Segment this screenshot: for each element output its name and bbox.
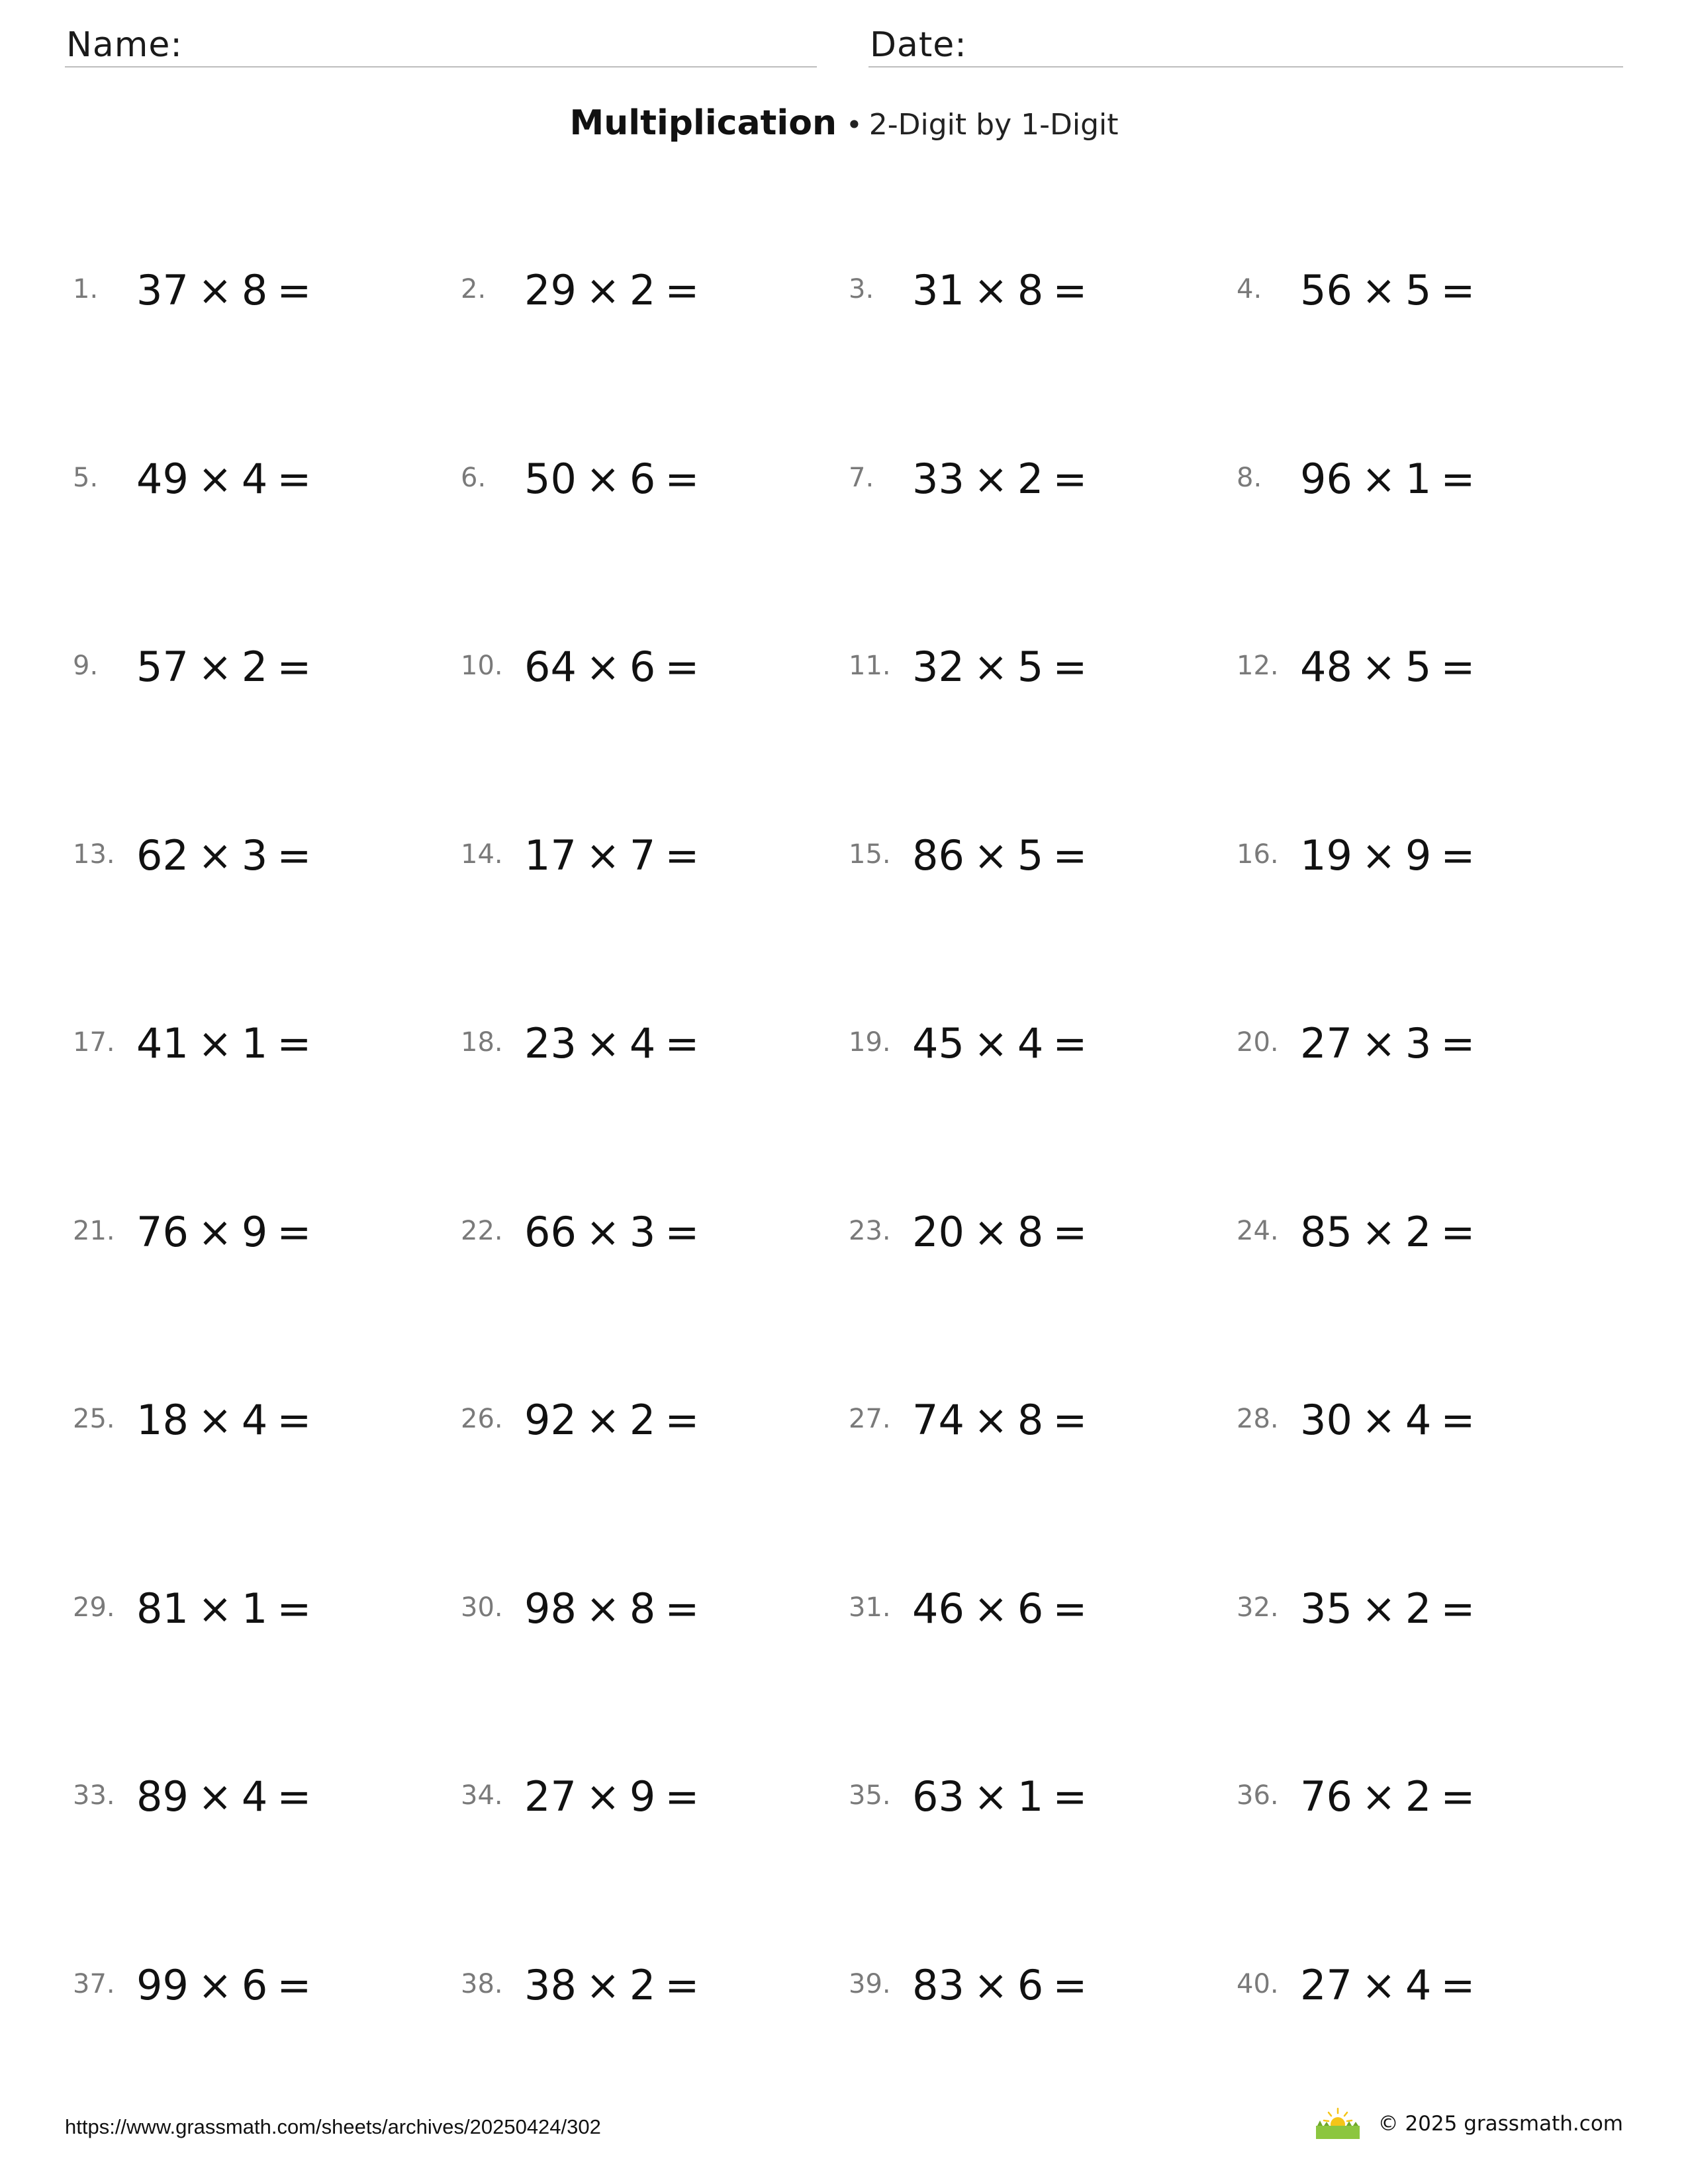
problem-item [461, 431, 849, 619]
title-subtitle: 2-Digit by 1-Digit [868, 108, 1119, 142]
name-label: Name: [66, 25, 183, 65]
equals-sign: = [665, 1584, 700, 1633]
multiplier: 4 [629, 1019, 656, 1068]
times-sign: × [1361, 454, 1396, 503]
problem-number: 36. [1237, 1780, 1279, 1811]
multiplicand: 32 [912, 643, 964, 691]
equals-sign: = [277, 1772, 312, 1821]
problem-item [849, 1561, 1237, 1749]
multiplier: 6 [629, 643, 656, 691]
problem-number: 26. [461, 1404, 503, 1434]
times-sign: × [973, 1772, 1008, 1821]
multiplicand: 50 [524, 454, 577, 503]
multiplier: 7 [629, 831, 656, 880]
problem-expression [524, 1772, 699, 1821]
multiplier: 2 [629, 266, 656, 314]
multiplicand: 66 [524, 1207, 577, 1256]
multiplier: 8 [629, 1584, 656, 1633]
problem-expression [136, 1396, 311, 1444]
problem-expression [912, 643, 1087, 691]
equals-sign: = [277, 643, 312, 691]
times-sign: × [973, 1396, 1008, 1444]
multiplicand: 20 [912, 1207, 964, 1256]
multiplicand: 17 [524, 831, 577, 880]
problem-item [1237, 1561, 1624, 1749]
multiplier: 5 [1017, 831, 1044, 880]
problem-expression [1300, 1772, 1475, 1821]
multiplier: 6 [1017, 1960, 1044, 2009]
problem-item [849, 1937, 1237, 2126]
multiplicand: 45 [912, 1019, 964, 1068]
equals-sign: = [1440, 1772, 1476, 1821]
problem-expression [912, 455, 1087, 503]
problem-expression [1300, 1019, 1475, 1068]
problem-item [461, 1749, 849, 1937]
equals-sign: = [1053, 266, 1088, 314]
times-sign: × [197, 1396, 232, 1444]
footer-url: https://www.grassmath.com/sheets/archives/20250424/302 [65, 2115, 601, 2138]
equals-sign: = [277, 1207, 312, 1256]
problem-number: 38. [461, 1968, 503, 1999]
times-sign: × [585, 1772, 620, 1821]
problem-number: 8. [1237, 462, 1262, 493]
problem-expression [136, 455, 311, 503]
multiplier: 1 [241, 1019, 268, 1068]
problem-number: 33. [73, 1780, 115, 1811]
times-sign: × [585, 1207, 620, 1256]
equals-sign: = [1053, 643, 1088, 691]
problem-expression [524, 455, 699, 503]
multiplicand: 92 [524, 1396, 577, 1444]
problem-expression [524, 1584, 699, 1633]
problem-item [461, 807, 849, 996]
problem-number: 32. [1237, 1592, 1279, 1623]
problem-item [73, 995, 461, 1184]
problem-expression [912, 1961, 1087, 2009]
problem-item [73, 1184, 461, 1373]
multiplier: 2 [1405, 1584, 1432, 1633]
times-sign: × [197, 643, 232, 691]
multiplier: 9 [629, 1772, 656, 1821]
problem-number: 16. [1237, 839, 1279, 870]
problem-number: 22. [461, 1215, 503, 1246]
problem-expression [136, 643, 311, 691]
multiplier: 6 [241, 1960, 268, 2009]
problem-expression [912, 1019, 1087, 1068]
problem-expression [524, 1019, 699, 1068]
problem-number: 34. [461, 1780, 503, 1811]
problem-number: 40. [1237, 1968, 1279, 1999]
times-sign: × [585, 831, 620, 880]
equals-sign: = [277, 454, 312, 503]
times-sign: × [197, 1019, 232, 1068]
multiplier: 9 [1405, 831, 1432, 880]
multiplier: 8 [1017, 266, 1044, 314]
problem-number: 9. [73, 651, 99, 681]
problem-number: 37. [73, 1968, 115, 1999]
multiplicand: 35 [1300, 1584, 1352, 1633]
times-sign: × [973, 1207, 1008, 1256]
multiplier: 2 [629, 1960, 656, 2009]
multiplier: 6 [629, 454, 656, 503]
problem-number: 5. [73, 462, 99, 493]
problem-item [1237, 807, 1624, 996]
problem-expression [912, 1208, 1087, 1256]
times-sign: × [197, 454, 232, 503]
times-sign: × [1361, 1019, 1396, 1068]
equals-sign: = [665, 643, 700, 691]
times-sign: × [197, 831, 232, 880]
problem-item [849, 1749, 1237, 1937]
equals-sign: = [665, 454, 700, 503]
multiplier: 2 [629, 1396, 656, 1444]
times-sign: × [1361, 1960, 1396, 2009]
multiplicand: 81 [136, 1584, 189, 1633]
equals-sign: = [1053, 831, 1088, 880]
times-sign: × [585, 1396, 620, 1444]
equals-sign: = [1440, 1960, 1476, 2009]
title-main: Multiplication [569, 103, 837, 143]
equals-sign: = [1440, 1019, 1476, 1068]
multiplier: 4 [241, 1772, 268, 1821]
problem-number: 12. [1237, 651, 1279, 681]
problem-expression [524, 1961, 699, 2009]
problem-expression [1300, 1396, 1475, 1444]
times-sign: × [197, 1960, 232, 2009]
times-sign: × [197, 266, 232, 314]
multiplier: 4 [241, 454, 268, 503]
equals-sign: = [1053, 1396, 1088, 1444]
problem-item [461, 995, 849, 1184]
times-sign: × [973, 1960, 1008, 2009]
multiplicand: 37 [136, 266, 189, 314]
times-sign: × [585, 643, 620, 691]
multiplicand: 49 [136, 454, 189, 503]
multiplicand: 63 [912, 1772, 964, 1821]
problem-item [849, 1184, 1237, 1373]
problem-item [73, 807, 461, 996]
equals-sign: = [277, 266, 312, 314]
multiplicand: 30 [1300, 1396, 1352, 1444]
multiplicand: 98 [524, 1584, 577, 1633]
problem-item [461, 1937, 849, 2126]
multiplier: 4 [1017, 1019, 1044, 1068]
multiplier: 3 [629, 1207, 656, 1256]
problem-number: 24. [1237, 1215, 1279, 1246]
problem-number: 39. [849, 1968, 891, 1999]
multiplicand: 99 [136, 1960, 189, 2009]
equals-sign: = [665, 1207, 700, 1256]
problem-expression [912, 1396, 1087, 1444]
problem-expression [524, 266, 699, 314]
problem-item [849, 995, 1237, 1184]
equals-sign: = [1440, 1396, 1476, 1444]
equals-sign: = [277, 1584, 312, 1633]
problem-number: 35. [849, 1780, 891, 1811]
problem-number: 20. [1237, 1027, 1279, 1058]
multiplicand: 89 [136, 1772, 189, 1821]
multiplier: 1 [1017, 1772, 1044, 1821]
multiplicand: 85 [1300, 1207, 1352, 1256]
times-sign: × [1361, 643, 1396, 691]
problem-number: 1. [73, 274, 99, 304]
problem-expression [1300, 1961, 1475, 2009]
multiplicand: 46 [912, 1584, 964, 1633]
multiplier: 2 [1405, 1207, 1432, 1256]
multiplier: 8 [1017, 1396, 1044, 1444]
multiplicand: 74 [912, 1396, 964, 1444]
problem-expression [136, 266, 311, 314]
problem-number: 17. [73, 1027, 115, 1058]
equals-sign: = [277, 1396, 312, 1444]
problem-number: 25. [73, 1404, 115, 1434]
problem-item [1237, 1749, 1624, 1937]
date-field[interactable] [868, 23, 1623, 68]
times-sign: × [1361, 266, 1396, 314]
multiplier: 8 [1017, 1207, 1044, 1256]
multiplier: 2 [1017, 454, 1044, 503]
problem-expression [524, 831, 699, 880]
multiplier: 9 [241, 1207, 268, 1256]
problem-expression [136, 1208, 311, 1256]
equals-sign: = [665, 1960, 700, 2009]
equals-sign: = [665, 1019, 700, 1068]
problem-expression [136, 1019, 311, 1068]
multiplicand: 62 [136, 831, 189, 880]
problem-item [1237, 1937, 1624, 2126]
problem-expression [1300, 643, 1475, 691]
multiplier: 1 [1405, 454, 1432, 503]
problem-number: 13. [73, 839, 115, 870]
multiplicand: 41 [136, 1019, 189, 1068]
times-sign: × [585, 1019, 620, 1068]
problem-item [849, 619, 1237, 807]
times-sign: × [197, 1584, 232, 1633]
problem-item [1237, 619, 1624, 807]
problem-expression [912, 1772, 1087, 1821]
problem-number: 27. [849, 1404, 891, 1434]
multiplier: 2 [1405, 1772, 1432, 1821]
multiplicand: 38 [524, 1960, 577, 2009]
times-sign: × [973, 643, 1008, 691]
problem-item [1237, 1184, 1624, 1373]
times-sign: × [973, 831, 1008, 880]
problem-item [1237, 995, 1624, 1184]
problem-expression [912, 1584, 1087, 1633]
multiplicand: 27 [1300, 1019, 1352, 1068]
problem-number: 11. [849, 651, 891, 681]
problem-number: 29. [73, 1592, 115, 1623]
multiplicand: 64 [524, 643, 577, 691]
problem-item [1237, 431, 1624, 619]
problem-item [73, 242, 461, 431]
times-sign: × [1361, 1207, 1396, 1256]
multiplicand: 18 [136, 1396, 189, 1444]
equals-sign: = [1053, 1207, 1088, 1256]
problem-number: 15. [849, 839, 891, 870]
multiplier: 3 [241, 831, 268, 880]
problem-number: 19. [849, 1027, 891, 1058]
equals-sign: = [1440, 454, 1476, 503]
multiplicand: 83 [912, 1960, 964, 2009]
problem-expression [524, 1396, 699, 1444]
problem-expression [524, 643, 699, 691]
equals-sign: = [277, 831, 312, 880]
problem-item [849, 431, 1237, 619]
problem-expression [524, 1208, 699, 1256]
date-label: Date: [870, 25, 967, 65]
times-sign: × [197, 1772, 232, 1821]
times-sign: × [1361, 1772, 1396, 1821]
problem-expression [1300, 1584, 1475, 1633]
problem-item [1237, 1372, 1624, 1561]
problem-number: 18. [461, 1027, 503, 1058]
multiplicand: 27 [1300, 1960, 1352, 2009]
times-sign: × [1361, 1584, 1396, 1633]
footer-brand [1315, 2107, 1623, 2140]
times-sign: × [585, 1960, 620, 2009]
problem-item [73, 1372, 461, 1561]
problem-item [461, 242, 849, 431]
times-sign: × [1361, 831, 1396, 880]
multiplicand: 56 [1300, 266, 1352, 314]
title-bullet: • [845, 109, 863, 141]
problem-item [461, 1372, 849, 1561]
equals-sign: = [1440, 1207, 1476, 1256]
problem-number: 2. [461, 274, 487, 304]
problem-number: 4. [1237, 274, 1262, 304]
multiplicand: 57 [136, 643, 189, 691]
problem-item [461, 1184, 849, 1373]
times-sign: × [973, 266, 1008, 314]
times-sign: × [585, 454, 620, 503]
problem-expression [1300, 1208, 1475, 1256]
multiplicand: 33 [912, 454, 964, 503]
times-sign: × [973, 454, 1008, 503]
multiplier: 5 [1017, 643, 1044, 691]
equals-sign: = [1053, 1019, 1088, 1068]
multiplier: 8 [241, 266, 268, 314]
problem-number: 14. [461, 839, 503, 870]
multiplicand: 96 [1300, 454, 1352, 503]
problem-expression [1300, 266, 1475, 314]
problem-number: 7. [849, 462, 874, 493]
multiplier: 4 [241, 1396, 268, 1444]
multiplier: 3 [1405, 1019, 1432, 1068]
times-sign: × [197, 1207, 232, 1256]
equals-sign: = [665, 266, 700, 314]
equals-sign: = [665, 831, 700, 880]
grass-sun-logo-icon [1315, 2107, 1361, 2140]
problem-expression [1300, 455, 1475, 503]
problem-item [73, 431, 461, 619]
multiplier: 1 [241, 1584, 268, 1633]
problem-grid [73, 242, 1624, 2135]
multiplicand: 86 [912, 831, 964, 880]
problem-item [73, 1561, 461, 1749]
problem-expression [136, 1584, 311, 1633]
problem-number: 6. [461, 462, 487, 493]
multiplier: 4 [1405, 1960, 1432, 2009]
multiplier: 2 [241, 643, 268, 691]
problem-expression [912, 831, 1087, 880]
worksheet-title [0, 103, 1688, 143]
problem-number: 10. [461, 651, 503, 681]
times-sign: × [973, 1584, 1008, 1633]
problem-item [1237, 242, 1624, 431]
equals-sign: = [277, 1960, 312, 2009]
multiplicand: 23 [524, 1019, 577, 1068]
multiplier: 5 [1405, 643, 1432, 691]
problem-expression [136, 1772, 311, 1821]
times-sign: × [585, 266, 620, 314]
problem-expression [1300, 831, 1475, 880]
times-sign: × [1361, 1396, 1396, 1444]
equals-sign: = [1440, 1584, 1476, 1633]
problem-number: 3. [849, 274, 874, 304]
times-sign: × [973, 1019, 1008, 1068]
equals-sign: = [277, 1019, 312, 1068]
problem-number: 31. [849, 1592, 891, 1623]
equals-sign: = [1053, 1772, 1088, 1821]
problem-item [73, 619, 461, 807]
problem-item [461, 619, 849, 807]
problem-item [849, 807, 1237, 996]
multiplicand: 19 [1300, 831, 1352, 880]
equals-sign: = [1440, 831, 1476, 880]
problem-number: 23. [849, 1215, 891, 1246]
multiplicand: 76 [136, 1207, 189, 1256]
problem-expression [912, 266, 1087, 314]
problem-expression [136, 831, 311, 880]
multiplicand: 27 [524, 1772, 577, 1821]
name-field[interactable] [65, 23, 817, 68]
problem-item [73, 1749, 461, 1937]
problem-number: 30. [461, 1592, 503, 1623]
multiplicand: 31 [912, 266, 964, 314]
problem-item [849, 1372, 1237, 1561]
problem-number: 21. [73, 1215, 115, 1246]
problem-expression [136, 1961, 311, 2009]
multiplier: 6 [1017, 1584, 1044, 1633]
equals-sign: = [1053, 1960, 1088, 2009]
problem-item [849, 242, 1237, 431]
equals-sign: = [1053, 454, 1088, 503]
multiplicand: 29 [524, 266, 577, 314]
equals-sign: = [1440, 266, 1476, 314]
multiplier: 4 [1405, 1396, 1432, 1444]
equals-sign: = [1440, 643, 1476, 691]
equals-sign: = [665, 1396, 700, 1444]
multiplicand: 76 [1300, 1772, 1352, 1821]
equals-sign: = [665, 1772, 700, 1821]
times-sign: × [585, 1584, 620, 1633]
problem-item [73, 1937, 461, 2126]
multiplicand: 48 [1300, 643, 1352, 691]
multiplier: 5 [1405, 266, 1432, 314]
problem-item [461, 1561, 849, 1749]
equals-sign: = [1053, 1584, 1088, 1633]
problem-number: 28. [1237, 1404, 1279, 1434]
copyright-text: © 2025 grassmath.com [1378, 2112, 1623, 2136]
